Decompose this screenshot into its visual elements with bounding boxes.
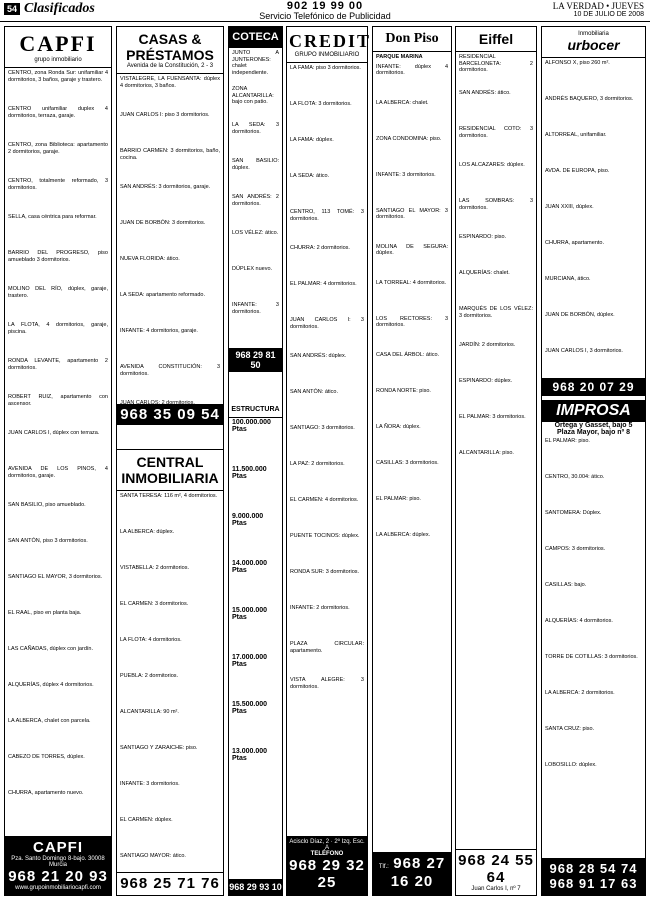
casas-logo: CASAS & PRÉSTAMOS Avenida de la Constitución, 2 - 3 [117,27,223,74]
classified-ad: INFANTE: 3 dormitorios. [232,302,279,315]
ad-column-capfi [4,26,112,896]
classified-ad: ZONA ALCANTARILLA: bajo con patio. [232,86,274,106]
classified-ad: CHURRA: 2 dormitorios. [290,245,350,251]
classified-ad: ZONA CONDOMINA: piso. [376,135,442,142]
classified-ad: CENTRO, zona Biblioteca: apartamento 2 dormitorios, garaje. [8,142,108,155]
eiffel-listings [456,52,536,812]
classified-ad: CASA DEL ÁRBOL: ático. [376,351,440,358]
estructura-phone-bar [229,879,282,895]
capfi-phone: 968 21 20 93 [8,868,108,885]
classified-ad: CHURRA, apartamento. [545,240,604,246]
donpiso-listings: PARQUE MARINA INFANTE: dúplex 4 dormitorios. LA ALBERCA: chalet. ZONA CONDOMINA: piso. INFANTE: 3 dormitorios. SANTIAGO EL MAYOR: 3 dormitorios. MOLINA DE SEGURA: dúplex. LA TORREAL: 4 dormitorios. LOS RECTORES: 3 dormitorios. CASA DEL ÁRBOL: ático. RONDA NORTE: piso. LA ÑORA: dúplex. CASILLAS: 3 dormitorios. EL PALMAR: piso. LA ALBERCA: dúplex. [373,52,451,822]
classified-ad: MOLINO DEL RÍO, dúplex, garaje, trastero. [8,286,108,299]
improsa-footer [542,858,645,895]
classified-ad: SAN BASILIO: dúplex. [232,158,279,171]
classified-ad: LOBOSILLO: dúplex. [545,762,597,768]
classified-ad: CENTRO, zona Ronda Sur: unifamiliar 4 dormitorios, 3 baños, garaje y trastero. [8,70,108,83]
classified-ad: SAN ANDRÉS: dúplex. [290,353,347,359]
classified-ad: SANTIAGO EL MAYOR: 3 dormitorios. [376,207,448,221]
classified-ad: JUAN CARLOS I: piso 3 dormitorios. [120,112,210,118]
classified-ad: ESPINARDO: piso. [459,234,507,240]
classified-ad: LA PAZ: 2 dormitorios. [290,461,345,467]
casas-listings [117,74,223,404]
classified-ad: EL RAAL, piso en planta baja. [8,610,82,616]
urbocer-logo: Inmobiliaria urbocer [542,27,645,58]
classified-ad: SAN ANDRÉS: 3 dormitorios, garaje. [120,184,211,190]
central-phone: 968 25 71 76 [120,875,220,892]
classified-ad: SAN ANDRÉS: 2 dormitorios. [232,194,279,207]
classified-ad: JUAN CARLOS I, 3 dormitorios. [545,348,623,354]
central-listings [117,491,223,859]
classified-ad: LA FAMA: dúplex. [290,137,334,143]
coteca-listings [229,48,282,348]
improsa-phone-2: 968 91 17 63 [549,876,638,891]
classified-ad: SANTIAGO: 3 dormitorios. [290,425,355,431]
classified-ad: EL CARMEN: dúplex. [120,817,173,823]
classified-ad: INFANTE: 4 dormitorios, garaje. [120,328,198,334]
coteca-phone: 968 29 81 50 [235,350,276,370]
ad-column-donpiso [372,26,452,896]
header-paper: LA VERDAD • JUEVES [552,1,644,11]
classified-ad: ROBERT RUIZ, apartamento con ascensor. [8,394,108,407]
classified-ad: AVENIDA CONSTITUCIÓN: 3 dormitorios. [120,364,220,377]
eiffel-logo: Eiffel [456,27,536,52]
classified-ad: CENTRO, totalmente reformado, 3 dormitorios. [8,178,108,191]
classified-ad: VISTALEGRE, LA FUENSANTA: dúplex 4 dormitorios, 3 baños. [120,76,220,89]
central-logo: CENTRAL INMOBILIARIA [117,449,223,491]
classified-ad: RONDA SUR: 3 dormitorios. [290,569,360,575]
classified-ad: ESPINARDO: dúplex. [459,378,513,384]
classified-ad: LA ALBERCA: dúplex. [376,531,431,538]
classified-ad: CASILLAS: 3 dormitorios. [376,459,439,466]
page-header [0,0,650,22]
credit-footer: Acisclo Díaz, 2 · 2º Izq. Esc. A TELÉFONO 968 29 32 25 [287,836,367,895]
central-phone-bar [117,872,223,895]
classified-ad: DÚPLEX nuevo. [232,266,273,272]
classified-ad: EL PALMAR: 3 dormitorios. [459,414,526,420]
ad-column-eiffel [455,26,537,896]
classified-ad: VISTA ALEGRE: 3 dormitorios. [290,677,364,690]
classified-ad: EL PALMAR: piso. [376,495,421,502]
classified-ad: LA ALBERCA: dúplex. [120,529,175,535]
classified-ad: SANTIAGO Y ZARAICHE: piso. [120,745,198,751]
classified-ad: JUNTO A JUNTERONES: chalet independiente. [232,50,279,76]
classified-ad: LA ÑORA: dúplex. [376,423,421,430]
classified-ad: 13.000.000 Ptas [232,748,268,762]
casas-phone-bar [117,404,223,425]
improsa-logo: IMPROSA [542,400,645,422]
classified-ad: VISTABELLA: 2 dormitorios. [120,565,189,571]
classified-ad: EL PALMAR: piso. [545,438,590,444]
classified-ad: PUENTE TOCINOS: dúplex. [290,533,360,539]
classified-ad: LAS SOMBRAS: 3 dormitorios. [459,198,533,211]
classified-ad: EL PALMAR: 4 dormitorios. [290,281,357,287]
donpiso-phone: 968 27 16 20 [390,855,446,890]
header-phone: 902 19 99 00 [286,0,364,12]
classified-ad: INFANTE: 3 dormitorios. [376,171,436,178]
classified-ad: 9.000.000 Ptas [232,513,264,527]
classified-ad: MARQUÉS DE LOS VÉLEZ: 3 dormitorios. [459,306,533,319]
classified-ad: LOS RECTORES: 3 dormitorios. [376,315,448,329]
classified-ad: ALTORREAL, unifamiliar. [545,132,607,138]
classified-ad: SANTIAGO EL MAYOR, 3 dormitorios. [8,574,103,580]
classified-ad: CASILLAS: bajo. [545,582,587,588]
classified-ad: ALCANTARILLA: piso. [459,450,514,456]
classified-ad: JUAN DE BORBÓN, dúplex. [545,312,615,318]
classified-ad: LA ALBERCA: 2 dormitorios. [545,690,615,696]
capfi-listings [5,68,111,828]
classified-ad: LOS VÉLEZ: ático. [232,230,279,236]
urbocer-listings [542,58,645,378]
classified-ad: ALQUERÍAS: 4 dormitorios. [545,618,613,624]
classified-ad: ALQUERÍAS, dúplex 4 dormitorios. [8,682,94,688]
credit-phone: 968 29 32 25 [289,857,365,891]
classified-ad: 17.000.000 Ptas [232,654,268,668]
classified-ad: SANTA CRUZ: piso. [545,726,595,732]
classified-ad: JUAN DE BORBÓN: 3 dormitorios. [120,220,206,226]
classified-ad: SAN ANDRÉS: ático. [459,90,511,96]
classified-ad: 15.000.000 Ptas [232,607,268,621]
classified-ad: RONDA LEVANTE, apartamento 2 dormitorios. [8,358,108,371]
classified-ad: CAMPOS: 3 dormitorios. [545,546,606,552]
classified-ad: JUAN CARLOS I, dúplex con terraza. [8,430,100,436]
classified-ad: SAN ANTÓN: ático. [290,389,338,395]
estructura-phone: 968 29 93 10 [229,882,282,892]
classified-ad: LAS CAÑADAS, dúplex con jardín. [8,646,93,652]
donpiso-logo: Don Piso [373,27,451,52]
ad-column-coteca [228,26,283,896]
classified-ad: ALQUERÍAS: chalet. [459,270,510,276]
classified-ad: ALFONSO X, piso 260 m². [545,60,610,66]
classified-ad: INFANTE: 3 dormitorios. [120,781,180,787]
capfi-footer: CAPFI Pza. Santo Domingo 8-bajo. 30008 Murcia 968 21 20 93 www.grupoinmobiliariocapfi.com [5,836,111,895]
classified-ad: BARRIO CARMEN: 3 dormitorios, baño, cocina. [120,148,220,161]
page-number: 54 [4,3,20,15]
section-title: Clasificados [24,1,95,16]
classified-ad: LA SEDA: 3 dormitorios. [232,122,279,135]
urbocer-phone-bar [542,378,645,396]
classified-ad: AVDA. DE EUROPA, piso. [545,168,610,174]
header-service: Servicio Telefónico de Publicidad [259,11,391,21]
ad-column-casas [116,26,224,896]
classified-ad: 11.500.000 Ptas [232,466,267,480]
classified-ad: LA FAMA: piso 3 dormitorios. [290,65,361,71]
classified-ad: LA FLOTA: 4 dormitorios. [120,637,182,643]
classified-ad: LA SEDA: apartamento reformado. [120,292,205,298]
estructura-logo: ESTRUCTURA [229,402,282,418]
classified-ad: ANDRÉS BAQUERO, 3 dormitorios. [545,96,634,102]
improsa-phone-1: 968 28 54 74 [549,861,638,876]
classified-ad: EL CARMEN: 3 dormitorios. [120,601,189,607]
classified-ad: PLAZA CIRCULAR: apartamento. [290,641,364,654]
classified-ad: RESIDENCIAL BARCELONETA: 2 dormitorios. [459,54,533,74]
credit-logo: CREDIT GRUPO INMOBILIARIO [287,27,367,63]
header-date: 10 DE JULIO DE 2008 [573,11,644,18]
classified-ad: JUAN CARLOS I: 3 dormitorios. [290,317,364,330]
classified-ad: LA FLOTA: 3 dormitorios. [290,101,352,107]
classified-ad: SAN ANTÓN, piso 3 dormitorios. [8,538,88,544]
classified-ad: CENTRO unifamiliar duplex 4 dormitorios, terraza, garaje. [8,106,108,119]
capfi-logo: CAPFI grupo inmobiliario [5,27,111,68]
classified-ad: LA FLOTA, 4 dormitorios, garaje, piscina. [8,322,108,335]
classified-ad: JUAN CARLOS: 2 dormitorios. [120,400,195,406]
classified-ad: RESIDENCIAL COTO: 3 dormitorios. [459,126,533,139]
urbocer-phone: 968 20 07 29 [552,380,635,394]
classified-ad: SELLA, casa céntrica para reformar. [8,214,97,220]
classified-ad: LOS ALCAZARES: dúplex. [459,162,525,168]
classified-ad: PUEBLA: 2 dormitorios. [120,673,179,679]
ad-column-urbocer: Inmobiliaria urbocer ALFONSO X, piso 260 m². ANDRÉS BAQUERO, 3 dormitorios. ALTORREAL, unifamiliar. AVDA. DE EUROPA, piso. JUAN XXIII, dúplex. CHURRA, apartamento. MURCIANA, ático. JUAN DE BORBÓN, dúplex. JUAN CARLOS I, 3 dormitorios. 968 20 07 29 IMPROSA Ortega y Gasset, bajo 5 Plaza Mayor, bajo nº 8 EL PALMAR: piso. CENTRO, 30.004: ático. SANTOMERA: Dúplex. CAMPOS: 3 dormitorios. CASILLAS: bajo. ALQUERÍAS: 4 dormitorios. TORRE DE COTILLAS: 3 dormitorios. LA ALBERCA: 2 dormitorios. SANTA CRUZ: piso. LOBOSILLO: dúplex. 968 28 54 74 968 91 17 63 [541,26,646,896]
improsa-listings [542,436,645,776]
classified-ad: 15.500.000 Ptas [232,701,268,715]
classified-ad: INFANTE: 2 dormitorios. [290,605,350,611]
classified-ad: SANTIAGO MAYOR: ático. [120,853,186,859]
classified-ad: JARDÍN: 2 dormitorios. [459,342,516,348]
casas-phone: 968 35 09 54 [120,406,220,423]
classified-ad: BARRIO DEL PROGRESO, piso amueblado 3 dormitorios. [8,250,108,263]
classified-ad: LA ALBERCA, chalet con parcela. [8,718,91,724]
classified-ad: LA SEDA: ático. [290,173,330,179]
classified-ad: EL CARMEN: 4 dormitorios. [290,497,359,503]
classified-ad: CHURRA, apartamento nuevo. [8,790,84,796]
classified-ad: INFANTE: dúplex 4 dormitorios. [376,63,448,77]
classified-ad: SAN BASILIO, piso amueblado. [8,502,86,508]
eiffel-footer: 968 24 55 64 Juan Carlos I, nº 7 [456,849,536,895]
classified-ad: NUEVA FLORIDA: ático. [120,256,180,262]
credit-listings [287,63,367,823]
classified-ad: AVENIDA DE LOS PINOS, 4 dormitorios, garaje. [8,466,108,479]
classified-ad: CENTRO, 113 TOMÉ: 3 dormitorios. [290,209,364,222]
classified-ad: 100.000.000 Ptas [232,419,271,433]
eiffel-phone: 968 24 55 64 [458,852,534,886]
donpiso-footer: Tlf.: 968 27 16 20 [373,852,451,895]
classified-ad: CABEZO DE TORRES, dúplex. [8,754,85,760]
classified-ad: LA TORREAL: 4 dormitorios. [376,279,447,286]
classified-ad: 14.000.000 Ptas [232,560,268,574]
classified-ad: ALCANTARILLA: 90 m². [120,709,179,715]
classified-ad: SANTA TERESA: 116 m², 4 dormitorios. [120,493,218,499]
classified-ad: MOLINA DE SEGURA: dúplex. [376,243,448,257]
classified-ad: SANTOMERA: Dúplex. [545,510,602,516]
classified-ad: JUAN XXIII, dúplex. [545,204,594,210]
classified-ad: TORRE DE COTILLAS: 3 dormitorios. [545,654,638,660]
ad-column-credit [286,26,372,896]
coteca-phone-bar [229,348,282,372]
classified-ad: RONDA NORTE: piso. [376,387,431,394]
estructura-prices [229,418,282,808]
classified-ad: MURCIANA, ático. [545,276,591,282]
classified-ad: CENTRO, 30.004: ático. [545,474,605,480]
coteca-logo: COTECA [229,27,282,48]
classified-ad: LA ALBERCA: chalet. [376,99,429,106]
